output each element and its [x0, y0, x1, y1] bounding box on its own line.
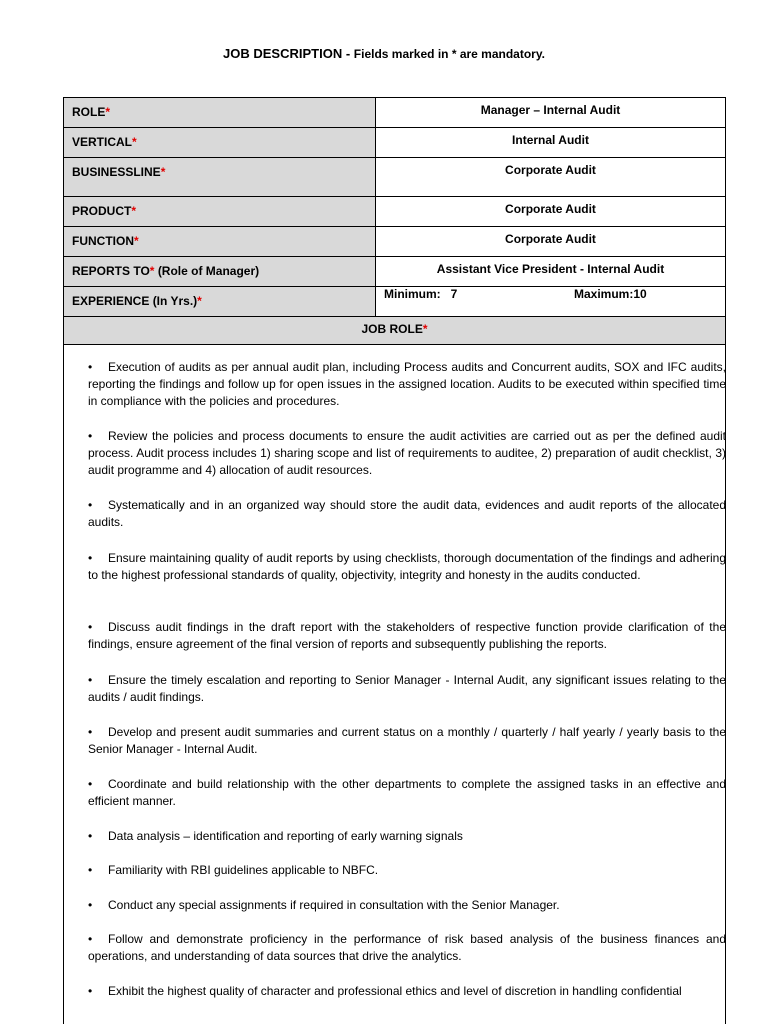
list-item	[88, 776, 726, 810]
list-item-text: Conduct any special assignments if required in consultation with the Senior Manager.	[108, 898, 560, 912]
field-label-experience: EXPERIENCE (In Yrs.)*	[64, 287, 376, 317]
list-item-text: Coordinate and build relationship with the other departments to complete the assigned tasks in an effective and efficient manner.	[88, 777, 726, 808]
list-item-text: Execution of audits as per annual audit plan, including Process audits and Concurrent audits, SOX and IFC audits, reporting the findings and follow up for open issues in the assigned location. Audits to be executed within specified time in compliance with the policies and procedures.	[88, 360, 726, 408]
bullet-icon: •	[88, 429, 93, 443]
bullet-icon: •	[88, 673, 93, 687]
list-item	[88, 497, 726, 531]
page-title	[0, 46, 768, 61]
job-role-heading: JOB ROLE*	[64, 317, 726, 345]
job-role-body	[63, 341, 726, 1024]
list-item	[88, 983, 726, 1000]
list-item-text: Data analysis – identification and reporting of early warning signals	[108, 829, 463, 843]
title-main: JOB DESCRIPTION -	[223, 46, 351, 61]
bullet-icon: •	[88, 725, 93, 739]
field-value-product: Corporate Audit	[376, 197, 726, 227]
list-item-text: Ensure the timely escalation and reporting to Senior Manager - Internal Audit, any significant issues relating to the audits / audit findings.	[88, 673, 726, 704]
list-item	[88, 828, 726, 845]
title-note: Fields marked in * are mandatory.	[353, 47, 545, 61]
field-label-businessline: BUSINESSLINE*	[64, 158, 376, 197]
table-row	[64, 197, 726, 227]
bullet-icon: •	[88, 620, 93, 634]
table-row	[64, 128, 726, 158]
bullet-icon: •	[88, 498, 93, 512]
bullet-icon: •	[88, 551, 93, 565]
experience-maximum: Maximum:10	[574, 287, 647, 301]
list-item-text: Exhibit the highest quality of character and professional ethics and level of discretion in handling confidential	[108, 984, 682, 998]
field-value-function: Corporate Audit	[376, 227, 726, 257]
list-item-text: Discuss audit findings in the draft report with the stakeholders of respective function provide clarification of the findings, ensure agreement of the final version of reports and subsequently publishing the reports.	[88, 620, 726, 651]
list-item	[88, 428, 726, 479]
field-value-experience	[376, 287, 726, 317]
experience-minimum: Minimum: 7	[384, 287, 458, 301]
bullet-icon: •	[88, 360, 93, 374]
list-item	[88, 724, 726, 758]
bullet-icon: •	[88, 829, 93, 843]
bullet-icon: •	[88, 863, 93, 877]
field-value-role: Manager – Internal Audit	[376, 98, 726, 128]
bullet-icon: •	[88, 777, 93, 791]
field-label-function: FUNCTION*	[64, 227, 376, 257]
table-row	[64, 287, 726, 317]
list-item-text: Develop and present audit summaries and current status on a monthly / quarterly / half yearly / yearly basis to the Senior Manager - Internal Audit.	[88, 725, 726, 756]
table-row	[64, 227, 726, 257]
list-item	[88, 897, 726, 914]
list-item-text: Follow and demonstrate proficiency in the performance of risk based analysis of the business finances and operations, and understanding of data sources that drive the analytics.	[88, 932, 726, 963]
list-item	[88, 672, 726, 706]
table-row	[64, 257, 726, 287]
bullet-icon: •	[88, 898, 93, 912]
field-label-product: PRODUCT*	[64, 197, 376, 227]
field-label-reports-to: REPORTS TO* (Role of Manager)	[64, 257, 376, 287]
bullet-icon: •	[88, 984, 93, 998]
list-item-text: Familiarity with RBI guidelines applicable to NBFC.	[108, 863, 379, 877]
list-item-text: Review the policies and process documents to ensure the audit activities are carried out as per the defined audit process. Audit process includes 1) sharing scope and list of requirements to auditee, 2) preparation of audit checklist, 3) audit programme and 4) allocation of audit resources.	[88, 429, 726, 477]
bullet-icon: •	[88, 932, 93, 946]
list-item-text: Systematically and in an organized way should store the audit data, evidences and audit reports of the allocated audits.	[88, 498, 726, 529]
field-value-reports-to: Assistant Vice President - Internal Audit	[376, 257, 726, 287]
list-item	[88, 862, 726, 879]
list-item	[88, 550, 726, 584]
list-item	[88, 931, 726, 965]
field-value-vertical: Internal Audit	[376, 128, 726, 158]
list-item	[88, 619, 726, 653]
field-label-role: ROLE*	[64, 98, 376, 128]
list-item	[88, 359, 726, 410]
job-details-table	[63, 97, 726, 345]
table-row	[64, 158, 726, 197]
list-item-text: Ensure maintaining quality of audit reports by using checklists, thorough documentation of the findings and adhering to the highest professional standards of quality, objectivity, integrity and honesty in the audits conducted.	[88, 551, 726, 582]
field-value-businessline: Corporate Audit	[376, 158, 726, 197]
field-label-vertical: VERTICAL*	[64, 128, 376, 158]
table-row	[64, 98, 726, 128]
